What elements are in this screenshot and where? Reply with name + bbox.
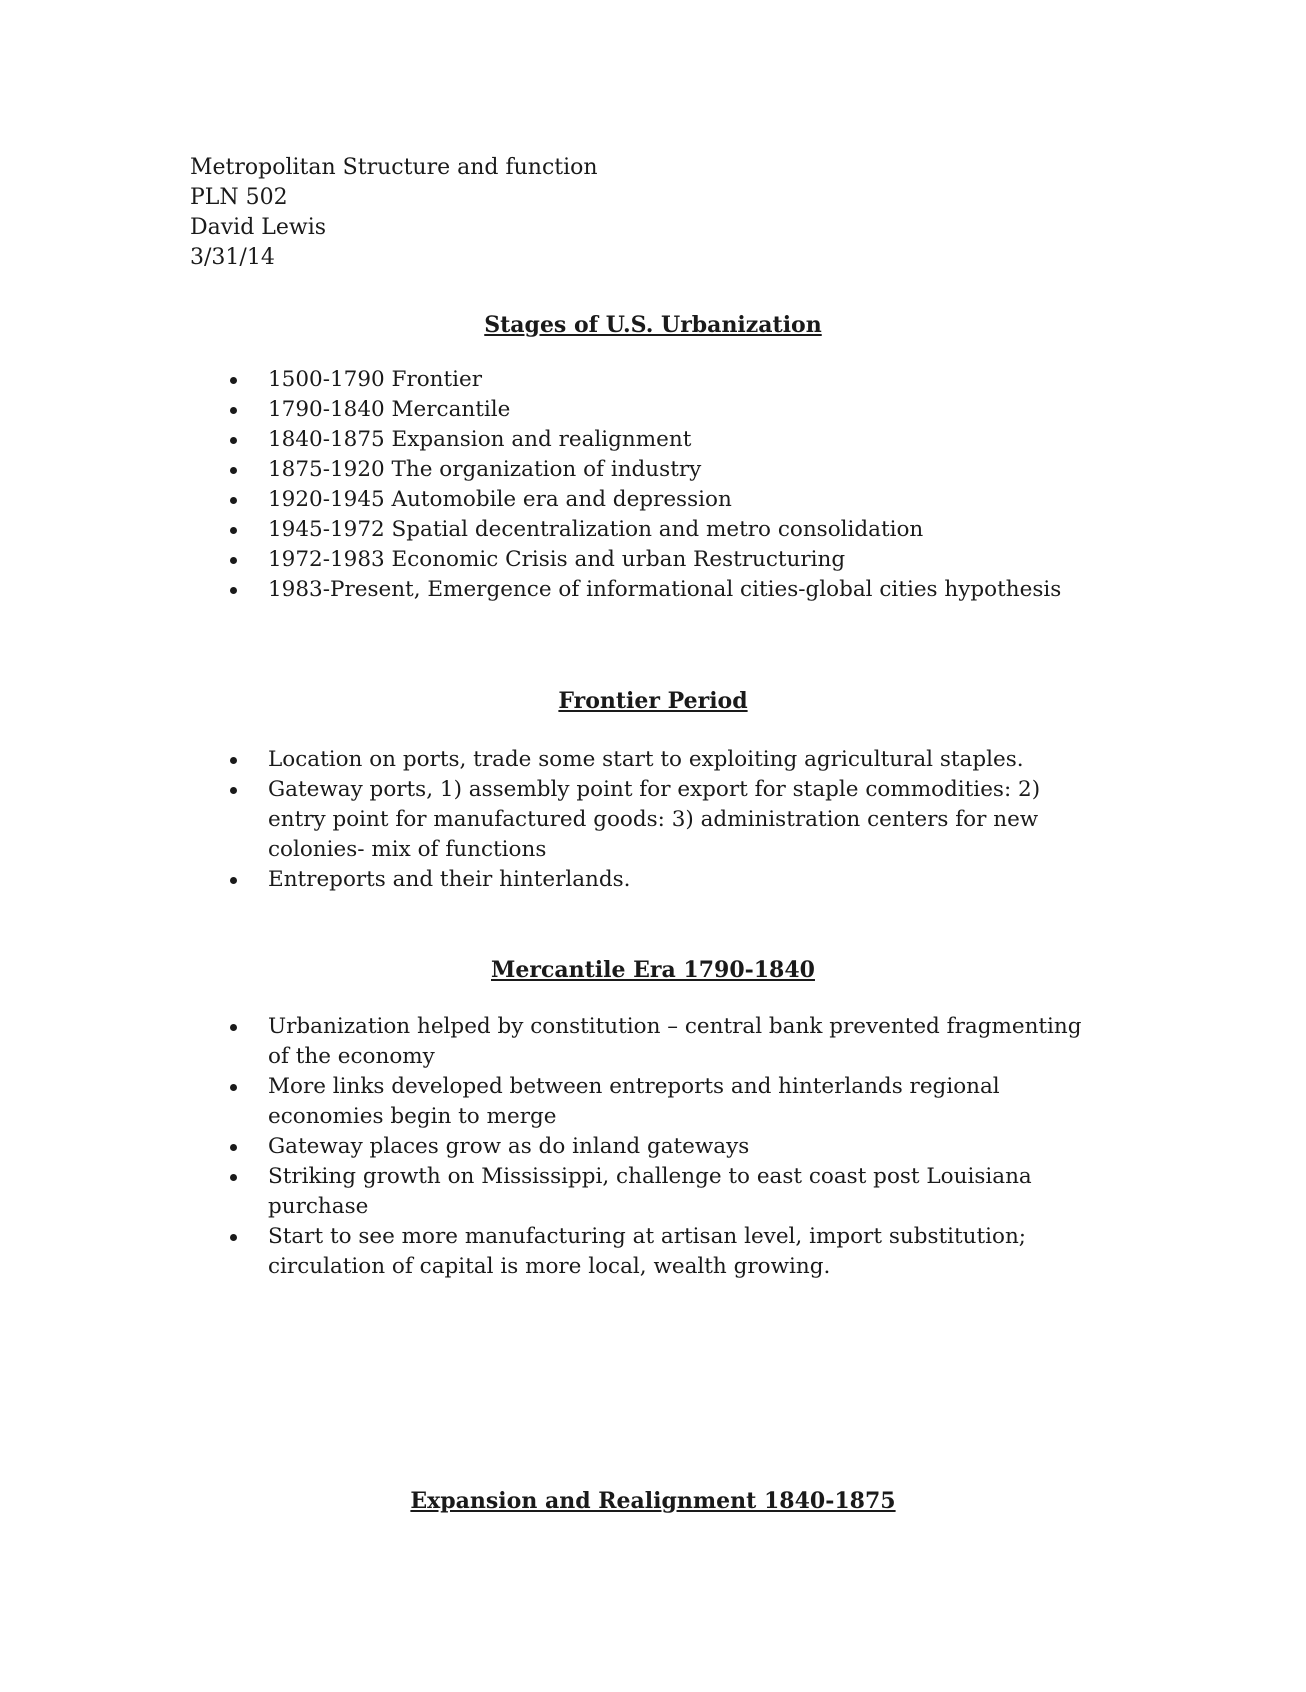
course-code: PLN 502 bbox=[190, 185, 288, 210]
mercantile-list bbox=[230, 1012, 1100, 1282]
section-title-mercantile: Mercantile Era 1790-1840 bbox=[491, 957, 815, 983]
list-item: Striking growth on Mississippi, challenge to east coast post Louisiana purchase bbox=[230, 1162, 1100, 1222]
section-title-frontier: Frontier Period bbox=[558, 688, 748, 714]
list-item: 1840-1875 Expansion and realignment bbox=[230, 425, 1110, 455]
list-item: Start to see more manufacturing at artisan level, import substitution; circulation of capital is more local, wealth growing. bbox=[230, 1222, 1100, 1282]
author-name: David Lewis bbox=[190, 215, 327, 240]
list-item: 1972-1983 Economic Crisis and urban Restructuring bbox=[230, 545, 1110, 575]
list-item: More links developed between entreports and hinterlands regional economies begin to merge bbox=[230, 1072, 1100, 1132]
list-item: 1945-1972 Spatial decentralization and metro consolidation bbox=[230, 515, 1110, 545]
list-item: 1920-1945 Automobile era and depression bbox=[230, 485, 1110, 515]
list-item: Entreports and their hinterlands. bbox=[230, 865, 1100, 895]
list-item: 1790-1840 Mercantile bbox=[230, 395, 1110, 425]
list-item: 1500-1790 Frontier bbox=[230, 365, 1110, 395]
document-date: 3/31/14 bbox=[190, 245, 275, 270]
document-header bbox=[190, 153, 598, 273]
list-item: 1875-1920 The organization of industry bbox=[230, 455, 1110, 485]
section-title-stages: Stages of U.S. Urbanization bbox=[484, 312, 822, 338]
list-item: Gateway ports, 1) assembly point for export for staple commodities: 2) entry point for manufactured goods: 3) administration centers for new colonies- mix of functions bbox=[230, 775, 1100, 865]
frontier-list bbox=[230, 745, 1100, 895]
section-title-expansion: Expansion and Realignment 1840-1875 bbox=[410, 1488, 896, 1514]
list-item: Location on ports, trade some start to exploiting agricultural staples. bbox=[230, 745, 1100, 775]
list-item: 1983-Present, Emergence of informational cities-global cities hypothesis bbox=[230, 575, 1110, 605]
stages-list bbox=[230, 365, 1110, 605]
course-title: Metropolitan Structure and function bbox=[190, 155, 598, 180]
list-item: Urbanization helped by constitution – central bank prevented fragmenting of the economy bbox=[230, 1012, 1100, 1072]
list-item: Gateway places grow as do inland gateways bbox=[230, 1132, 1100, 1162]
